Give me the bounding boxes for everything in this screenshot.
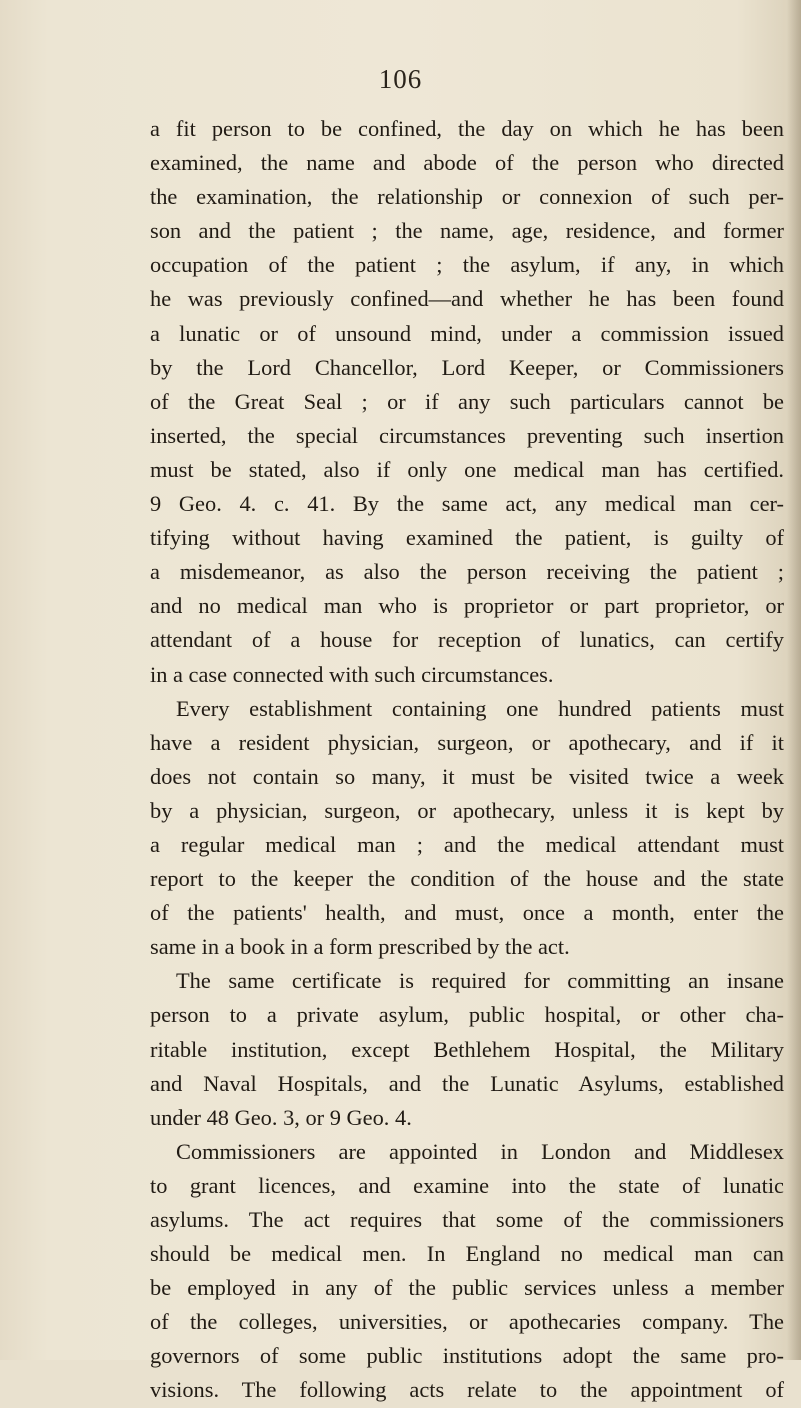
text-line: does not contain so many, it must be visited twice a week — [150, 763, 784, 789]
text-line: he was previously confined—and whether he has been found — [150, 286, 784, 312]
text-line: son and the patient ; the name, age, residence, and former — [150, 218, 784, 244]
text-line: The same certificate is required for committing an insane — [176, 968, 784, 994]
text-line: have a resident physician, surgeon, or apothecary, and if it — [150, 729, 784, 755]
text-line: of the colleges, universities, or apothecaries company. The — [150, 1309, 784, 1335]
text-line: by a physician, surgeon, or apothecary, unless it is kept by — [150, 797, 784, 823]
text-line: inserted, the special circumstances preventing such insertion — [150, 422, 784, 448]
text-line: Commissioners are appointed in London and Middlesex — [176, 1138, 784, 1164]
text-line: should be medical men. In England no medical man can — [150, 1241, 784, 1267]
text-line: examined, the name and abode of the person who directed — [150, 150, 784, 176]
page-number: 106 — [378, 64, 423, 94]
text-line: ritable institution, except Bethlehem Hospital, the Military — [150, 1036, 784, 1062]
page-edge-shadow — [787, 0, 801, 1360]
text-line: attendant of a house for reception of lunatics, can certify — [150, 627, 784, 653]
text-line: of the Great Seal ; or if any such particulars cannot be — [150, 388, 784, 414]
text-line: a regular medical man ; and the medical attendant must — [150, 831, 784, 857]
text-line: occupation of the patient ; the asylum, if any, in which — [150, 252, 784, 278]
text-line: governors of some public institutions adopt the same pro- — [150, 1343, 784, 1369]
text-line: under 48 Geo. 3, or 9 Geo. 4. — [150, 1104, 412, 1130]
text-line: to grant licences, and examine into the state of lunatic — [150, 1172, 784, 1198]
text-line: of the patients' health, and must, once a month, enter the — [150, 900, 784, 926]
text-line: tifying without having examined the patient, is guilty of — [150, 525, 784, 551]
text-line: a fit person to be confined, the day on which he has been — [150, 116, 784, 141]
text-line: 9 Geo. 4. c. 41. By the same act, any medical man cer- — [150, 491, 784, 517]
text-line: and Naval Hospitals, and the Lunatic Asylums, established — [150, 1070, 784, 1096]
text-line: by the Lord Chancellor, Lord Keeper, or Commissioners — [150, 354, 784, 380]
text-line: same in a book in a form prescribed by the act. — [150, 934, 570, 960]
text-line: the examination, the relationship or connexion of such per- — [150, 184, 784, 210]
body-text — [150, 112, 784, 1408]
text-line: in a case connected with such circumstances. — [150, 661, 554, 687]
text-line: asylums. The act requires that some of the commissioners — [150, 1207, 784, 1232]
text-line: and no medical man who is proprietor or part proprietor, or — [150, 593, 784, 619]
text-line: visions. The following acts relate to the appointment of — [150, 1377, 784, 1403]
text-line: must be stated, also if only one medical man has certified. — [150, 456, 784, 482]
text-line: report to the keeper the condition of the house and the state — [150, 866, 784, 892]
text-line: a lunatic or of unsound mind, under a commission issued — [150, 320, 784, 346]
text-line: person to a private asylum, public hospital, or other cha- — [150, 1002, 784, 1028]
text-line: a misdemeanor, as also the person receiving the patient ; — [150, 559, 784, 585]
text-line: Every establishment containing one hundred patients must — [176, 695, 784, 721]
text-line: be employed in any of the public services unless a member — [150, 1275, 784, 1301]
